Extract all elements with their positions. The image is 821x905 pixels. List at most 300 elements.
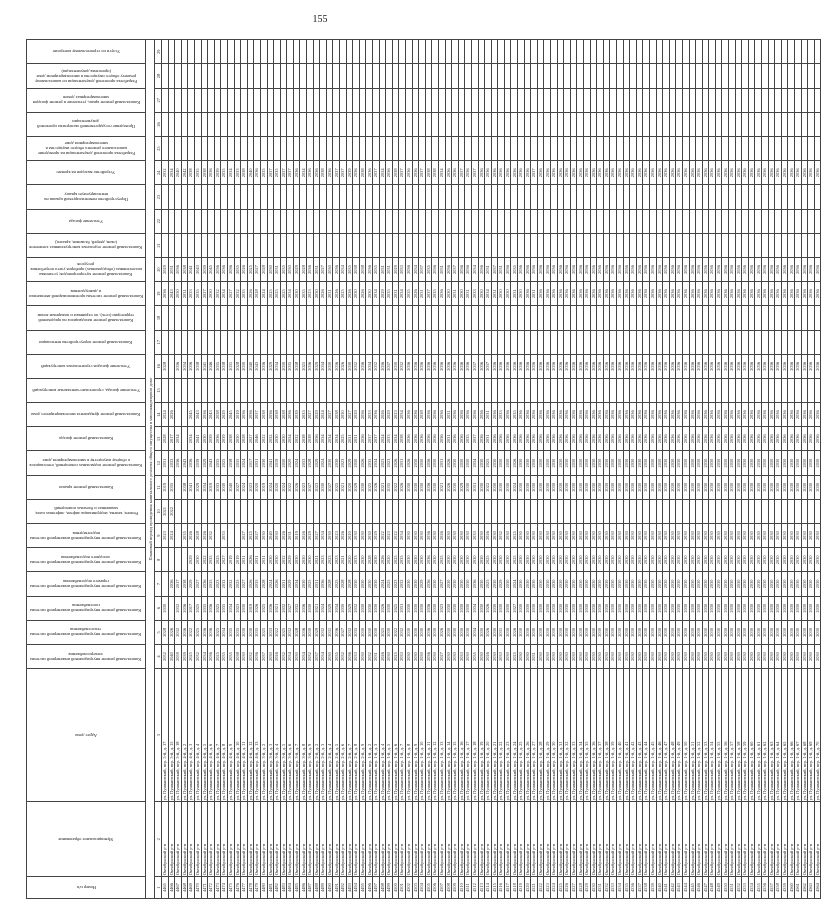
year-cell (432, 88, 439, 112)
year-cell (531, 209, 538, 233)
year-cell: 2023 (320, 548, 327, 572)
year-cell (373, 499, 380, 523)
year-cell (452, 88, 459, 112)
year-cell: 2030 (531, 620, 538, 644)
year-cell (755, 137, 762, 161)
column-header-label: Капитальный ремонт крыши (59, 484, 113, 490)
municipality-cell: Октябрьский р-н (247, 802, 254, 877)
year-cell: 2030 (715, 620, 722, 644)
year-cell (775, 112, 782, 136)
year-cell: 2030 (518, 644, 525, 668)
year-cell (162, 306, 169, 330)
year-cell (313, 40, 320, 64)
table-row (392, 40, 399, 899)
table-row (307, 40, 314, 899)
table-row (227, 40, 234, 899)
year-cell: 2030 (531, 451, 538, 475)
year-cell (293, 499, 300, 523)
year-cell (775, 137, 782, 161)
year-cell: 2034 (399, 524, 406, 548)
year-cell: 2036 (353, 161, 360, 185)
year-cell (544, 378, 551, 402)
year-cell (320, 64, 327, 88)
year-cell: 2036 (643, 257, 650, 281)
year-cell: 2036 (748, 282, 755, 306)
year-cell: 2030 (748, 572, 755, 596)
year-cell (201, 137, 208, 161)
year-cell: 2030 (531, 475, 538, 499)
year-cell: 2030 (709, 548, 716, 572)
year-cell: 2030 (452, 548, 459, 572)
year-cell: 2030 (544, 596, 551, 620)
year-cell (300, 40, 307, 64)
year-cell: 2030 (465, 644, 472, 668)
year-cell: 2036 (438, 403, 445, 427)
year-cell: 2036 (590, 354, 597, 378)
year-cell: 2030 (570, 572, 577, 596)
year-cell: 2034 (221, 620, 228, 644)
year-cell (702, 233, 709, 257)
title-band-row (146, 40, 155, 899)
year-cell: 2030 (373, 620, 380, 644)
year-cell: 2030 (755, 644, 762, 668)
year-cell: 2031 (419, 282, 426, 306)
year-cell (584, 378, 591, 402)
year-cell (610, 499, 617, 523)
year-cell: 2030 (795, 620, 802, 644)
year-cell (452, 40, 459, 64)
year-cell (359, 137, 366, 161)
year-cell: 2025 (333, 475, 340, 499)
year-cell (630, 209, 637, 233)
year-cell: 2026 (373, 475, 380, 499)
address-cell: ул. Пушкинский, пер. 1-й, д. 16 (458, 669, 465, 802)
year-cell (181, 378, 188, 402)
year-cell: 2036 (656, 403, 663, 427)
year-cell: 2027 (194, 572, 201, 596)
year-cell: 2036 (722, 427, 729, 451)
title-band: Плановый период проведения капитального ремонта общего имущества в многоквартирном доме (146, 40, 155, 899)
year-cell (808, 88, 815, 112)
year-cell (808, 378, 815, 402)
year-cell: 2030 (524, 475, 531, 499)
year-cell: 2036 (597, 403, 604, 427)
year-cell (267, 330, 274, 354)
table-row (696, 40, 703, 899)
year-cell (795, 209, 802, 233)
year-cell (227, 330, 234, 354)
year-cell: 2030 (551, 572, 558, 596)
year-cell: 2031 (168, 257, 175, 281)
year-cell (722, 499, 729, 523)
year-cell: 2035 (280, 257, 287, 281)
year-cell (544, 64, 551, 88)
year-cell (762, 185, 769, 209)
year-cell (188, 306, 195, 330)
year-cell (162, 137, 169, 161)
year-cell: 2030 (801, 475, 808, 499)
year-cell (715, 64, 722, 88)
year-cell: 2036 (702, 257, 709, 281)
year-cell: 2034 (320, 524, 327, 548)
year-cell (247, 64, 254, 88)
year-cell: 2036 (425, 644, 432, 668)
year-cell (689, 64, 696, 88)
year-cell: 2030 (808, 572, 815, 596)
year-cell: 2036 (656, 161, 663, 185)
year-cell (175, 112, 182, 136)
year-cell (366, 40, 373, 64)
address-cell: ул. Пушкинский, пер. 1-й, д. 3 (373, 669, 380, 802)
year-cell: 2030 (702, 451, 709, 475)
table-row (537, 40, 544, 899)
year-cell: 2027 (326, 403, 333, 427)
year-cell: 2030 (432, 548, 439, 572)
year-cell (656, 185, 663, 209)
year-cell: 2030 (682, 451, 689, 475)
year-cell: 2030 (814, 524, 821, 548)
municipality-cell: Октябрьский р-н (333, 802, 340, 877)
year-cell (353, 185, 360, 209)
year-cell: 2036 (590, 403, 597, 427)
year-cell: 2030 (762, 524, 769, 548)
year-cell (682, 306, 689, 330)
year-cell: 2029 (307, 524, 314, 548)
year-cell (808, 112, 815, 136)
year-cell (814, 137, 821, 161)
year-cell: 2036 (504, 161, 511, 185)
year-cell (373, 112, 380, 136)
year-cell: 2030 (788, 572, 795, 596)
year-cell: 2036 (597, 427, 604, 451)
year-cell (511, 306, 518, 330)
year-cell (432, 330, 439, 354)
year-cell: 2030 (491, 644, 498, 668)
year-cell (570, 330, 577, 354)
year-cell (405, 209, 412, 233)
year-cell: 2035 (300, 282, 307, 306)
year-cell: 2036 (478, 354, 485, 378)
year-cell (636, 233, 643, 257)
year-cell (748, 233, 755, 257)
year-cell (438, 185, 445, 209)
municipality-cell: Октябрьский р-н (162, 802, 169, 877)
column-header (27, 354, 146, 378)
year-cell (194, 64, 201, 88)
year-cell (419, 330, 426, 354)
year-cell (636, 378, 643, 402)
year-cell: 2030 (280, 427, 287, 451)
year-cell: 2030 (504, 620, 511, 644)
year-cell (603, 378, 610, 402)
year-cell (696, 233, 703, 257)
year-cell: 2036 (742, 427, 749, 451)
year-cell: 2030 (570, 548, 577, 572)
address-cell: ул. Пушкинский, пер. 1-й, д. 66 (788, 669, 795, 802)
row-number: 4480 (260, 877, 267, 899)
address-cell: ул. Пушкинский, пер. 3-й, д. 4 (274, 669, 281, 802)
year-cell: 2030 (814, 596, 821, 620)
year-cell: 2030 (524, 596, 531, 620)
year-cell (544, 137, 551, 161)
year-cell (663, 499, 670, 523)
year-cell (293, 88, 300, 112)
row-number: 4536 (630, 877, 637, 899)
year-cell: 2036 (623, 282, 630, 306)
year-cell (557, 185, 564, 209)
year-cell (485, 88, 492, 112)
year-cell (498, 88, 505, 112)
year-cell (340, 306, 347, 330)
year-cell (274, 233, 281, 257)
column-number: 9 (155, 524, 162, 548)
year-cell (636, 64, 643, 88)
year-cell: 2030 (320, 475, 327, 499)
year-cell: 2030 (590, 644, 597, 668)
municipality-cell: Октябрьский р-н (214, 802, 221, 877)
year-cell (340, 499, 347, 523)
year-cell: 2025 (194, 596, 201, 620)
year-cell (748, 112, 755, 136)
row-number: 4511 (465, 877, 472, 899)
address-cell: ул. Пушкинский, пер. 1-й, д. 48 (669, 669, 676, 802)
year-cell: 2032 (399, 620, 406, 644)
year-cell: 2036 (814, 161, 821, 185)
year-cell: 2038 (353, 257, 360, 281)
row-number: 4488 (313, 877, 320, 899)
year-cell: 2036 (570, 403, 577, 427)
year-cell: 2030 (234, 427, 241, 451)
address-cell: ул. Пушкинский, пер. 1-й, д. 42 (630, 669, 637, 802)
year-cell: 2030 (280, 451, 287, 475)
year-cell (373, 137, 380, 161)
row-number: 4516 (498, 877, 505, 899)
year-cell: 2030 (702, 644, 709, 668)
year-cell (293, 378, 300, 402)
year-cell: 2030 (162, 596, 169, 620)
year-cell (689, 112, 696, 136)
year-cell (353, 330, 360, 354)
year-cell: 2030 (689, 644, 696, 668)
year-cell: 2036 (537, 403, 544, 427)
year-cell (438, 306, 445, 330)
year-cell (247, 306, 254, 330)
year-cell: 2030 (762, 572, 769, 596)
year-cell (181, 306, 188, 330)
year-cell: 2038 (280, 403, 287, 427)
year-cell: 2036 (531, 257, 538, 281)
column-number-row (155, 40, 162, 899)
year-cell: 2030 (564, 524, 571, 548)
year-cell: 2023 (392, 572, 399, 596)
column-number: 18 (155, 306, 162, 330)
year-cell (616, 40, 623, 64)
year-cell (267, 378, 274, 402)
year-cell: 2027 (247, 427, 254, 451)
year-cell (564, 233, 571, 257)
year-cell (814, 88, 821, 112)
year-cell: 2036 (801, 282, 808, 306)
year-cell (208, 88, 215, 112)
municipality-cell: Октябрьский р-н (722, 802, 729, 877)
year-cell: 2019 (208, 475, 215, 499)
year-cell: 2031 (254, 451, 261, 475)
year-cell (168, 40, 175, 64)
year-cell (748, 88, 755, 112)
year-cell: 2026 (392, 451, 399, 475)
year-cell: 2030 (702, 596, 709, 620)
year-cell: 2031 (498, 620, 505, 644)
year-cell (762, 64, 769, 88)
year-cell: 2035 (511, 403, 518, 427)
year-cell: 2026 (247, 548, 254, 572)
year-cell (458, 88, 465, 112)
column-header (27, 378, 146, 402)
year-cell: 2031 (227, 354, 234, 378)
year-cell (478, 137, 485, 161)
year-cell: 2036 (742, 257, 749, 281)
year-cell (399, 330, 406, 354)
row-number: 4473 (214, 877, 221, 899)
table-row (518, 40, 525, 899)
year-cell: 2030 (386, 620, 393, 644)
address-cell: ул. Пушкинский, пер. 2-й, д. 7 (346, 669, 353, 802)
year-cell (379, 306, 386, 330)
year-cell: 2036 (643, 282, 650, 306)
year-cell: 2026 (405, 451, 412, 475)
column-number: 8 (155, 548, 162, 572)
year-cell (570, 137, 577, 161)
year-cell (274, 306, 281, 330)
year-cell: 2035 (353, 620, 360, 644)
year-cell (478, 185, 485, 209)
year-cell (702, 330, 709, 354)
year-cell (768, 88, 775, 112)
year-cell: 2021 (379, 475, 386, 499)
row-number: 4476 (234, 877, 241, 899)
municipality-cell: Октябрьский р-н (584, 802, 591, 877)
year-cell: 2030 (735, 475, 742, 499)
year-cell: 2043 (168, 282, 175, 306)
year-cell: 2032 (399, 572, 406, 596)
year-cell: 2030 (551, 524, 558, 548)
year-cell: 2030 (300, 572, 307, 596)
year-cell: 2030 (715, 451, 722, 475)
year-cell (584, 209, 591, 233)
year-cell: 2036 (616, 427, 623, 451)
year-cell: 2030 (636, 596, 643, 620)
year-cell: 2034 (300, 161, 307, 185)
year-cell (531, 40, 538, 64)
address-cell: ул. Пушкинский, пер. 1-й, д. 64 (775, 669, 782, 802)
year-cell: 2036 (333, 620, 340, 644)
year-cell (577, 330, 584, 354)
year-cell (274, 88, 281, 112)
table-row (649, 40, 656, 899)
table-row (682, 40, 689, 899)
year-cell: 2030 (537, 451, 544, 475)
year-cell: 2036 (518, 257, 525, 281)
year-cell: 2031 (452, 282, 459, 306)
year-cell: 2030 (590, 475, 597, 499)
year-cell: 2036 (188, 451, 195, 475)
year-cell (755, 330, 762, 354)
year-cell (696, 137, 703, 161)
year-cell (379, 64, 386, 88)
year-cell: 2036 (748, 257, 755, 281)
year-cell (307, 330, 314, 354)
address-cell: ул. Пушкинский, пер. 1-й, д. 25 (518, 669, 525, 802)
table-row (768, 40, 775, 899)
year-cell (524, 306, 531, 330)
year-cell: 2036 (663, 161, 670, 185)
row-number: 4544 (682, 877, 689, 899)
year-cell (729, 499, 736, 523)
year-cell: 2036 (616, 282, 623, 306)
year-cell: 2030 (762, 620, 769, 644)
year-cell (537, 112, 544, 136)
year-cell: 2036 (438, 354, 445, 378)
year-cell (584, 88, 591, 112)
year-cell (458, 499, 465, 523)
year-cell: 2031 (471, 475, 478, 499)
table-row (795, 40, 802, 899)
year-cell (597, 137, 604, 161)
year-cell: 2030 (419, 451, 426, 475)
year-cell (722, 330, 729, 354)
year-cell: 2029 (194, 475, 201, 499)
year-cell: 2036 (630, 282, 637, 306)
year-cell: 2027 (320, 257, 327, 281)
year-cell (234, 112, 241, 136)
column-number: 11 (155, 475, 162, 499)
year-cell: 2034 (373, 282, 380, 306)
year-cell (775, 185, 782, 209)
year-cell (247, 88, 254, 112)
year-cell (300, 88, 307, 112)
year-cell (795, 112, 802, 136)
year-cell (636, 499, 643, 523)
year-cell (795, 64, 802, 88)
year-cell (438, 378, 445, 402)
year-cell (320, 137, 327, 161)
year-cell: 2038 (221, 354, 228, 378)
year-cell: 2030 (801, 620, 808, 644)
year-cell (616, 185, 623, 209)
year-cell (241, 88, 248, 112)
year-cell: 2036 (247, 403, 254, 427)
table-row (584, 40, 591, 899)
year-cell (491, 233, 498, 257)
year-cell: 2030 (643, 596, 650, 620)
year-cell: 2036 (181, 620, 188, 644)
year-cell (577, 185, 584, 209)
year-cell (438, 330, 445, 354)
year-cell (649, 185, 656, 209)
year-cell: 2025 (485, 451, 492, 475)
year-cell: 2036 (775, 427, 782, 451)
column-header-label: Капитальный ремонт мусоропроводов; установка коллективных (общедомовых) приборов учета потребления ресурсов (30, 262, 142, 278)
year-cell: 2038 (227, 451, 234, 475)
year-cell: 2030 (735, 524, 742, 548)
year-cell (636, 185, 643, 209)
year-cell (260, 112, 267, 136)
year-cell (425, 137, 432, 161)
year-cell: 2030 (689, 548, 696, 572)
year-cell (656, 330, 663, 354)
year-cell: 2036 (755, 354, 762, 378)
year-cell (366, 185, 373, 209)
